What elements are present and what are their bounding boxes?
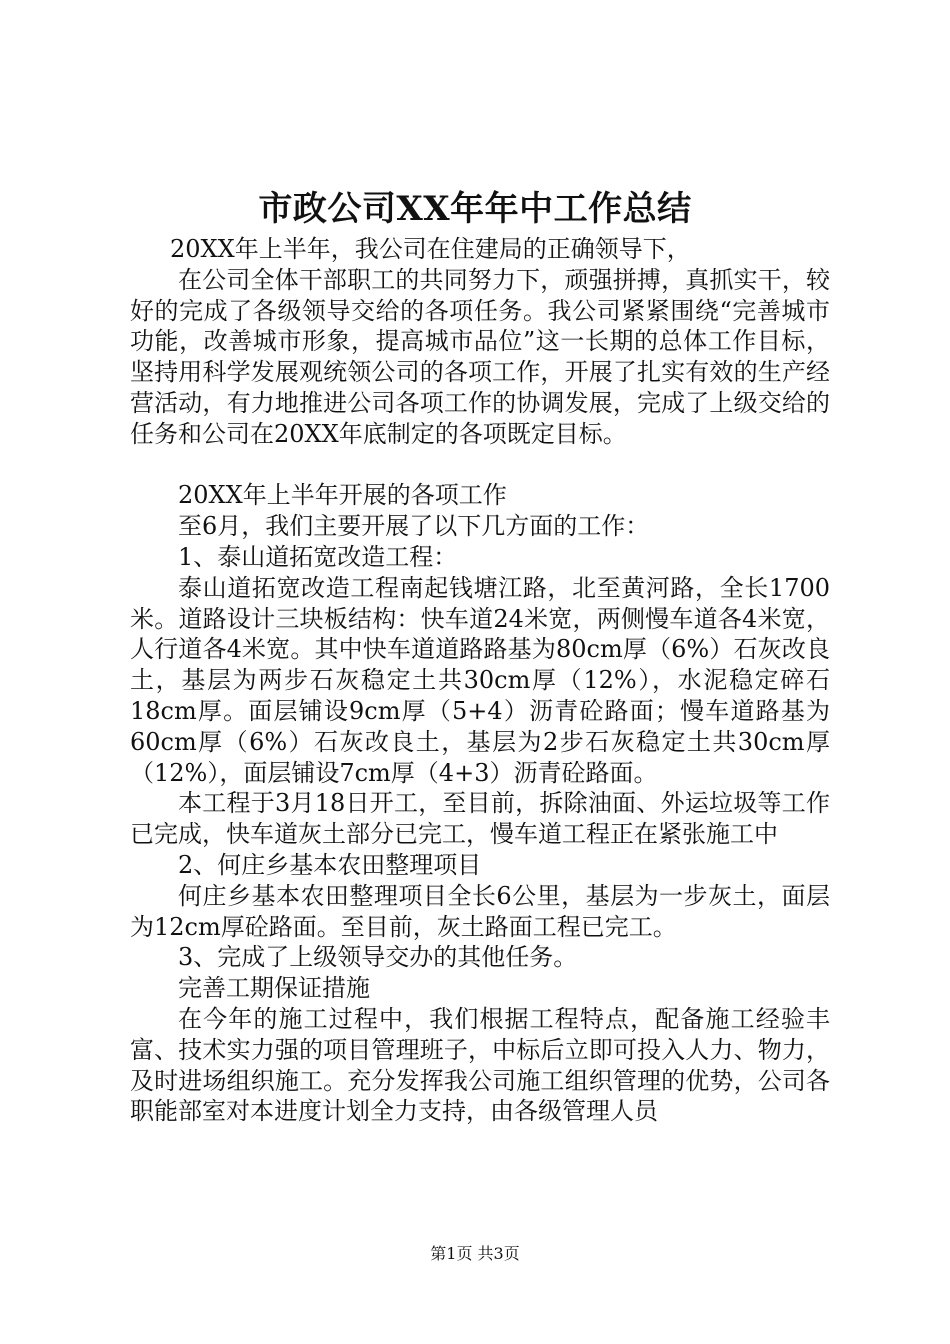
paragraph-intro: 20XX年上半年，我公司在住建局的正确领导下， (170, 235, 691, 263)
paragraph-summary: 在公司全体干部职工的共同努力下，顽强拼搏，真抓实干，较好的完成了各级领导交给的各项任务。我公司紧紧围绕“完善城市功能，改善城市形象，提高城市品位”这一长期的总体工作目标，坚持用科学发展观统领公司的各项工作，开展了扎实有效的生产经营活动，有力地推进公司各项工作的协调发展，完成了上级交给的任务和公司在20XX年底制定的各项既定目标。 (130, 265, 830, 448)
item-heading-3: 3、完成了上级领导交办的其他任务。 (178, 943, 578, 972)
paragraph-taishan-road: 泰山道拓宽改造工程南起钱塘江路，北至黄河路，全长1700米。道路设计三块板结构：快车道24米宽，两侧慢车道各4米宽，人行道各4米宽。其中快车道道路路基为80cm厚（6%）石灰改良土，基层为两步石灰稳定土共30cm厚（12%），水泥稳定碎石18cm厚。面层铺设9cm厚（5+4）沥青砼路面；慢车道路基为60cm厚（6%）石灰改良土，基层为2步石灰稳定土共30cm厚（12%），面层铺设7cm厚（4+3）沥青砼路面。 (130, 573, 830, 787)
document-body (130, 234, 830, 1127)
paragraph-schedule-measures: 在今年的施工过程中，我们根据工程特点，配备施工经验丰富、技术实力强的项目管理班子，中标后立即可投入人力、物力，及时进场组织施工。充分发挥我公司施工组织管理的优势，公司各职能部室对本进度计划全力支持，由各级管理人员 (130, 1004, 830, 1126)
section-heading-work: 20XX年上半年开展的各项工作 (178, 481, 507, 510)
blank-line (130, 450, 830, 481)
section-heading-schedule: 完善工期保证措施 (178, 974, 370, 1003)
paragraph-taishan-progress: 本工程于3月18日开工，至目前，拆除油面、外运垃圾等工作已完成，快车道灰土部分已完工，慢车道工程正在紧张施工中 (130, 789, 830, 849)
paragraph-overview: 至6月，我们主要开展了以下几方面的工作： (178, 512, 650, 541)
item-heading-2: 2、何庄乡基本农田整理项目 (178, 850, 482, 879)
item-heading-1: 1、泰山道拓宽改造工程： (178, 542, 458, 571)
page-footer: 第1页 共3页 (430, 1244, 520, 1263)
paragraph-hezhuang: 何庄乡基本农田整理项目全长6公里，基层为一步灰土，面层为12cm厚砼路面。至目前，灰土路面工程已完工。 (130, 881, 830, 941)
document-title: 市政公司XX年年中工作总结 (258, 189, 692, 229)
